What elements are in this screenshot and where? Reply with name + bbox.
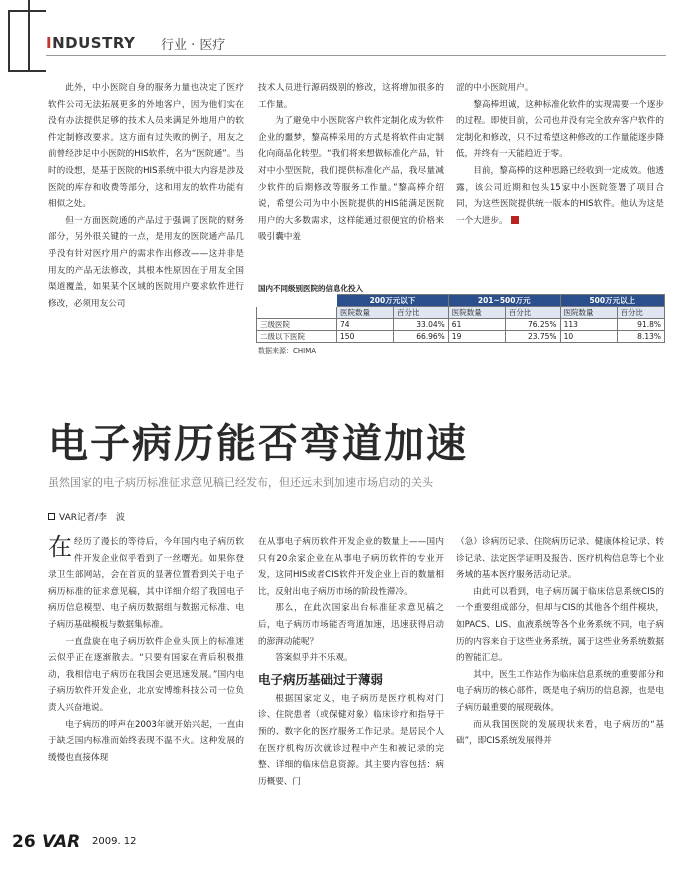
article-column-1: [48, 534, 244, 766]
table-row: [257, 331, 665, 343]
paragraph: 技术人员进行源码级别的修改，这将增加很多的工作量。: [258, 83, 444, 110]
paragraph: 根据国家定义，电子病历是医疗机构对门诊、住院患者（或保健对象）临床诊疗和指导干预的、数字化的医疗服务工作记录。是居民个人在医疗机构历次就诊过程中产生和被记录的完整、详细的临床信息资源。其主要内容包括：病历概要、门: [258, 693, 444, 787]
hospital-investment-table: [256, 294, 665, 343]
header-divider: [28, 0, 30, 72]
footer: [8, 826, 673, 873]
paragraph: 答案似乎并不乐观。: [275, 653, 353, 664]
row-label: 三级医院: [257, 319, 337, 331]
table-cell: 23.75%: [505, 331, 560, 343]
paragraph: [48, 534, 244, 634]
table-cell: 150: [337, 331, 394, 343]
article-title: 电子病历能否弯道加速: [48, 421, 468, 467]
table-cell: 33.04%: [393, 319, 448, 331]
table-row: [257, 319, 665, 331]
byline-text: VAR记者/李 波: [59, 513, 126, 523]
table-cell: 19: [448, 331, 505, 343]
table-cell: 10: [560, 331, 617, 343]
article-column-3: [456, 534, 664, 750]
paragraph: 其中，医生工作站作为临床信息系统的重要部分和电子病历的核心部件，既是电子病历的信息源，也是电子病历最重要的展现载体。: [456, 669, 664, 713]
sub-header: 百分比: [617, 307, 664, 319]
paragraph: 黎高棒坦诚，这种标准化软件的实现需要一个逐步的过程。即使目前，公司也并没有完全放弃客户软件的定制化和修改，只不过希望这种修改的工作量能逐步降低，并终有一天能趋近于零。: [456, 99, 664, 160]
table-cell: 91.8%: [617, 319, 664, 331]
section-label: INDUSTRY: [46, 34, 136, 52]
paragraph-text: 目前，黎高棒的这种思路已经收到一定成效。他透露，该公司近期和包头15家中小医院签署了项目合同，为这些医院提供统一版本的HIS软件。他认为这是一个大进步。: [456, 165, 664, 226]
sub-header: 百分比: [505, 307, 560, 319]
page-number: 26: [12, 832, 36, 852]
table-title: 国内不同级别医院的信息化投入: [258, 284, 363, 293]
sub-header: 百分比: [393, 307, 448, 319]
paragraph: 电子病历的呼声在2003年就开始兴起，一直由于缺乏国内标准而始终表现不温不火。这种发展的缓慢也直接体现: [48, 719, 244, 763]
table-subheader-row: [257, 307, 665, 319]
group-header: 200万元以下: [337, 295, 449, 307]
paragraph: 在从事电子病历软件开发企业的数量上——国内只有20余家企业在从事电子病历软件的专业开发，这同HIS或者CIS软件开发企业上百的数量相比，反射出电子病历市场的阶段性滞冷。: [258, 537, 444, 597]
paragraph: 一直盘旋在电子病历软件企业头顶上的标准迷云似乎正在逐渐散去。“只要有国家在背后积极推动，我相信电子病历在我国会更迅速发展。”国内电子病历软件开发企业，北京安博维科技公司一位负责人兴奋地说。: [48, 636, 244, 713]
paragraph: 此外，中小医院自身的服务力量也决定了医疗软件公司无法拓展更多的外地客户，因为他们实在没有办法提供足够的技术人员来满足外地用户的软件定制修改要求。这方面有过失败的例子，用友之前曾经涉足中小医院的HIS软件，名为“医院通”。当时的设想，是基于医院的HIS系统中很大内容是涉及医院的库存和收费等部分，这和用友的软件功能有相似之处。: [48, 83, 244, 210]
header-rule: [46, 55, 666, 56]
table-corner: [257, 295, 337, 307]
table-cell: 8.13%: [617, 331, 664, 343]
table-corner: [257, 307, 337, 319]
paragraph: [456, 163, 664, 229]
paragraph: 涩的中小医院用户。: [456, 83, 534, 93]
top-column-3: [456, 80, 664, 229]
table-cell: 76.25%: [505, 319, 560, 331]
paragraph: （急）诊病历记录、住院病历记录、健康体检记录、转诊记录、法定医学证明及报告、医疗机构信息等七个业务域的基本医疗服务活动记录。: [456, 537, 664, 581]
paragraph-text: 经历了漫长的等待后，今年国内电子病历软件开发企业似乎看到了一丝曙光。如果你登录卫生部网站，会在首页的显著位置看到关于电子病历标准的征求意见稿，其中详细介绍了我国电子病历信息模型、电子病历数据组与数据元标准、电子病历基础模板与数据集标准。: [48, 537, 244, 630]
top-column-2: [258, 80, 444, 246]
paragraph: 由此可以看到，电子病历属于临床信息系统CIS的一个重要组成部分，但却与CIS的其他各个组件模块，如PACS、LIS、血液系统等各个业务系统不同，电子病历的内容来自于这些业务系统，属于这些业务系统数据的智能汇总。: [456, 586, 664, 664]
paragraph: 但一方面医院通的产品过于强调了医院的财务部分，另外很关键的一点，是用友的医院通产品几乎没有针对医疗用户的需求作出修改——这并非是用友的产品无法修改，其根本性原因在于用友全国渠道覆盖，如果某个区域的医院用户要求软件进行修改，必须用友公司: [48, 215, 244, 309]
table-group-row: [257, 295, 665, 307]
article-column-2: [258, 534, 444, 790]
paragraph: 那么，在此次国家出台标准征求意见稿之后，电子病历市场能否弯道加速，迅速获得启动的澎湃动能呢？: [258, 603, 444, 647]
row-label: 二级以下医院: [257, 331, 337, 343]
table-cell: 66.96%: [393, 331, 448, 343]
section-category: 行业 · 医疗: [161, 38, 226, 53]
table-cell: 61: [448, 319, 505, 331]
group-header: 500万元以上: [560, 295, 664, 307]
paragraph: 而从我国医院的发展现状来看，电子病历的“基础”，即CIS系统发展得并: [456, 719, 664, 747]
square-bullet-icon: [48, 513, 55, 520]
paragraph: 为了避免中小医院客户软件定制化成为软件企业的噩梦，黎高棒采用的方式是将软件由定制化向商品化转型。“我们将来想做标准化产品，针对中小型医院，我们提供标准化产品，我尽量减少软件的后期修改等服务工作量。”黎高棒介绍说，希望公司为中小医院提供的HIS能满足医院用户的大多数需求，这样能通过很便宜的价格来吸引囊中羞: [258, 116, 444, 243]
drop-cap: 在: [48, 533, 72, 561]
sub-header: 医院数量: [448, 307, 505, 319]
magazine-name: VAR: [42, 832, 81, 852]
article-subtitle: 虽然国家的电子病历标准征求意见稿已经发布，但还远未到加速市场启动的关头: [48, 476, 433, 489]
sub-header: 医院数量: [337, 307, 394, 319]
header-frame: [8, 10, 46, 72]
table-source: 数据来源：CHIMA: [258, 347, 317, 355]
table-cell: 74: [337, 319, 394, 331]
sub-header: 医院数量: [560, 307, 617, 319]
issue-date: 2009. 12: [92, 836, 137, 847]
end-mark-icon: [511, 216, 519, 224]
group-header: 201~500万元: [448, 295, 560, 307]
table-cell: 113: [560, 319, 617, 331]
byline: [48, 510, 125, 523]
section-heading: 电子病历基础过于薄弱: [258, 671, 384, 687]
top-column-1: [48, 80, 244, 312]
